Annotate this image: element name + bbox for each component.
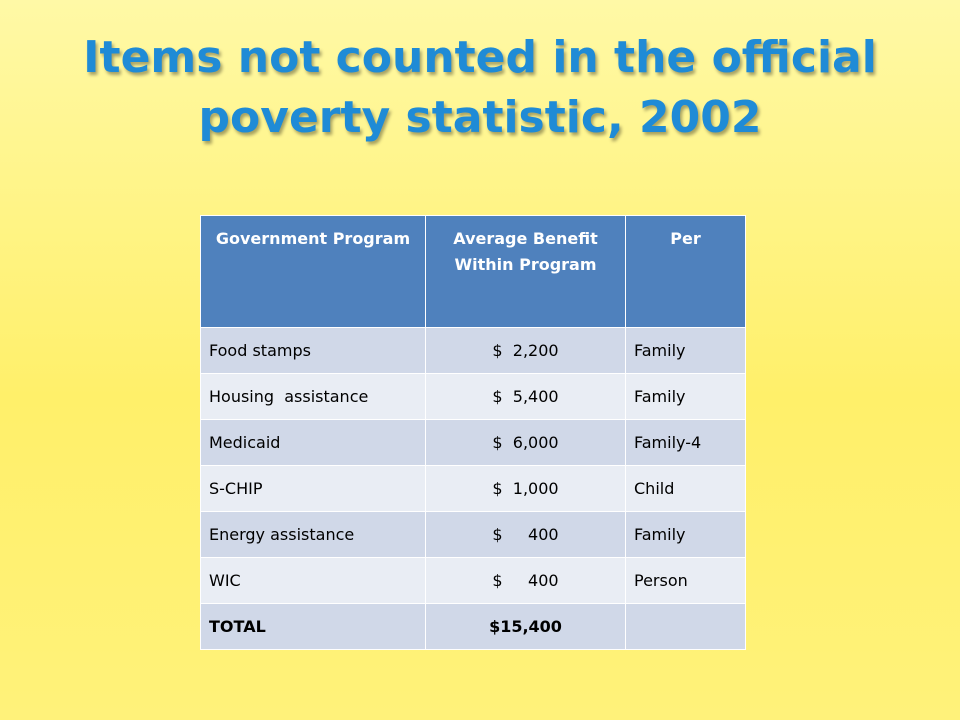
header-per: Per (626, 216, 746, 328)
cell-total-label: TOTAL (201, 604, 426, 650)
header-program: Government Program (201, 216, 426, 328)
cell-total-per (626, 604, 746, 650)
cell-benefit: $ 5,400 (426, 374, 626, 420)
cell-program: WIC (201, 558, 426, 604)
cell-program: S-CHIP (201, 466, 426, 512)
cell-per: Child (626, 466, 746, 512)
cell-program: Housing assistance (201, 374, 426, 420)
benefits-table (200, 215, 746, 650)
cell-program: Medicaid (201, 420, 426, 466)
table-total-row (201, 604, 746, 650)
cell-benefit: $ 1,000 (426, 466, 626, 512)
table-row (201, 374, 746, 420)
slide-title-line-1: Items not counted in the official (83, 32, 877, 83)
cell-benefit: $ 400 (426, 558, 626, 604)
cell-per: Family (626, 328, 746, 374)
slide-title-line-2: poverty statistic, 2002 (198, 92, 762, 143)
table-row (201, 420, 746, 466)
cell-benefit: $ 6,000 (426, 420, 626, 466)
cell-per: Family-4 (626, 420, 746, 466)
header-benefit: Average Benefit Within Program (426, 216, 626, 328)
table-row (201, 466, 746, 512)
cell-program: Energy assistance (201, 512, 426, 558)
cell-total-benefit: $15,400 (426, 604, 626, 650)
cell-program: Food stamps (201, 328, 426, 374)
cell-per: Family (626, 512, 746, 558)
cell-benefit: $ 2,200 (426, 328, 626, 374)
cell-per: Person (626, 558, 746, 604)
table-row (201, 328, 746, 374)
cell-per: Family (626, 374, 746, 420)
table-row (201, 512, 746, 558)
cell-benefit: $ 400 (426, 512, 626, 558)
slide-title (0, 28, 960, 148)
table-row (201, 558, 746, 604)
table-header-row (201, 216, 746, 328)
